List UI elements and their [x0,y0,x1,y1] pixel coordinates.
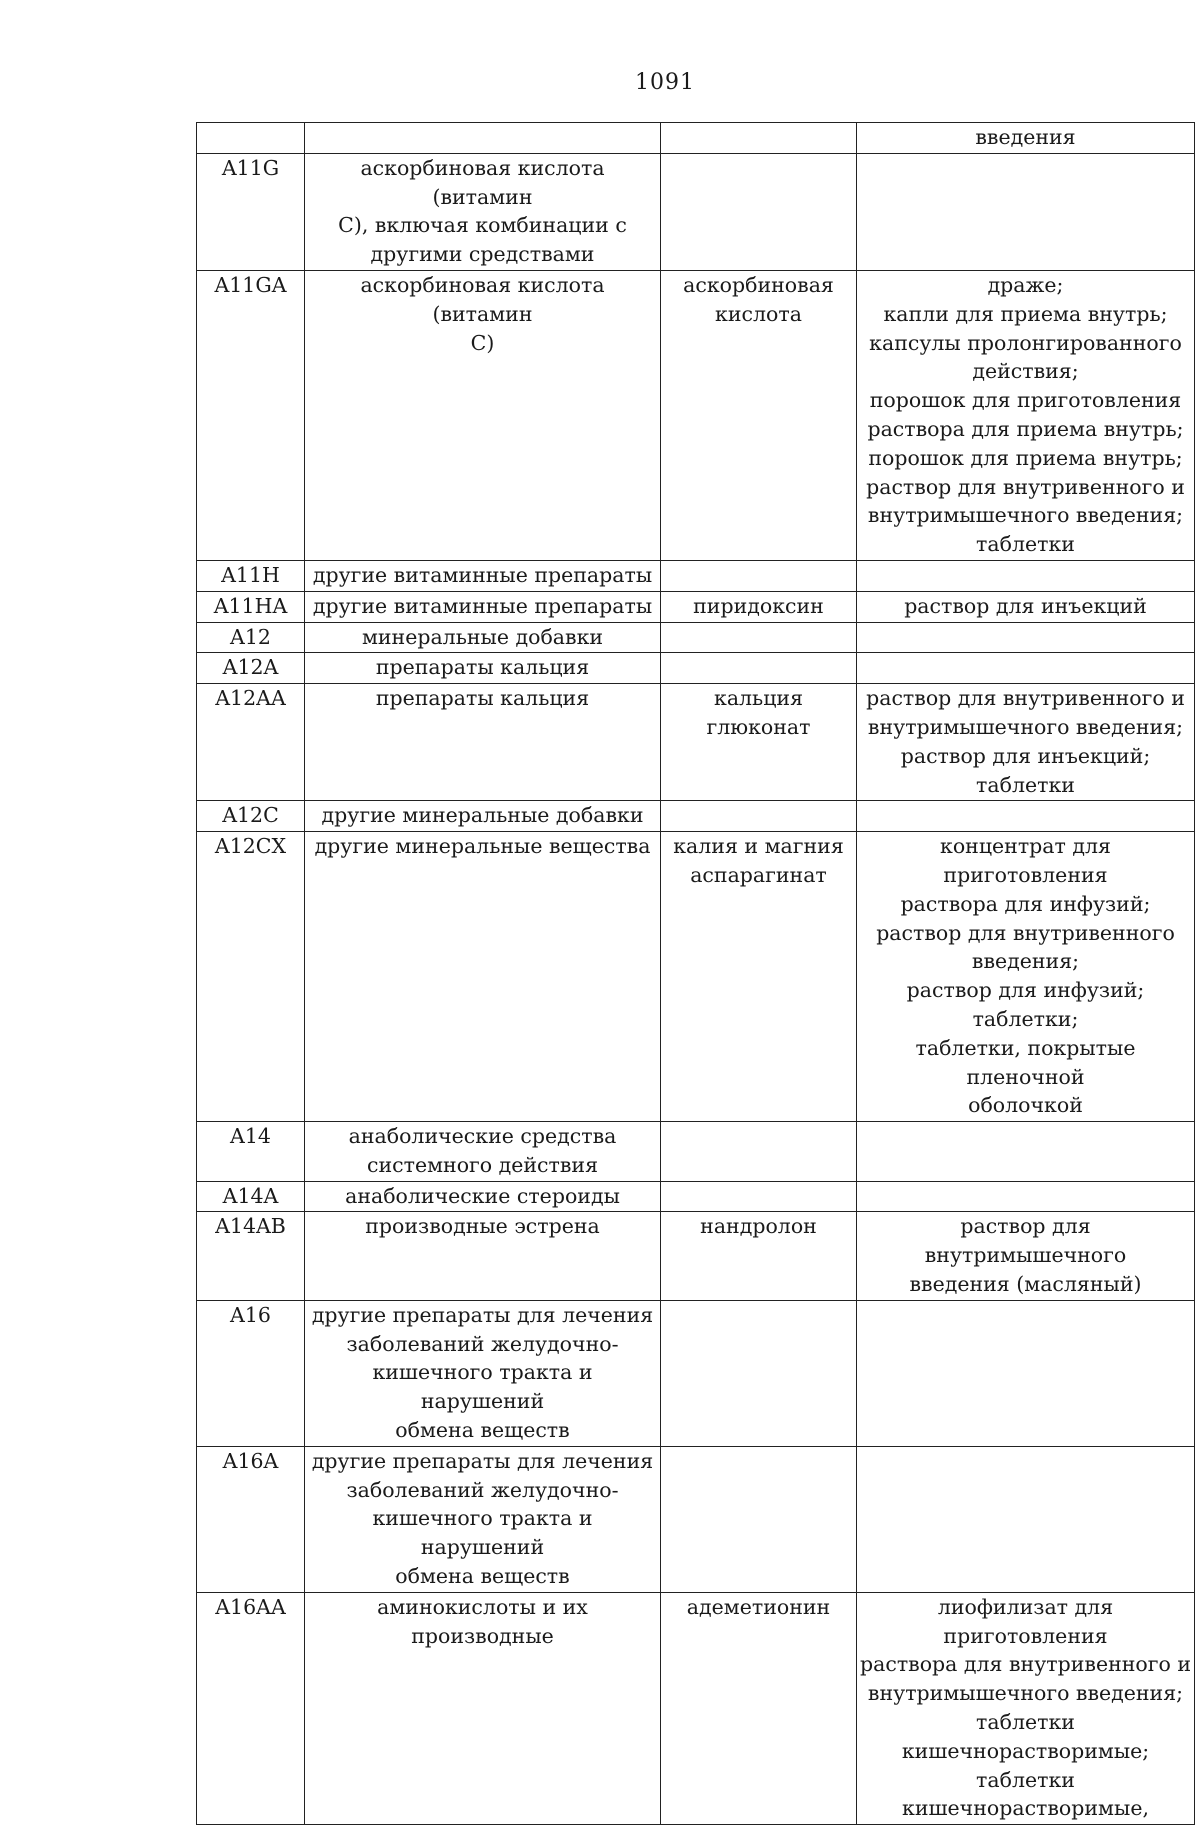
group-cell [305,1446,661,1592]
group-cell [305,1212,661,1300]
code-cell: A16AA [197,1592,305,1824]
code-cell: A12 [197,622,305,653]
cell-line: таблетки; [972,1006,1079,1031]
form-cell [857,270,1195,560]
cell-line: введения; [971,949,1080,974]
cell-line: введения (масляный) [909,1272,1142,1297]
table-row [197,1181,1195,1212]
form-cell [857,1181,1195,1212]
group-cell [305,153,661,270]
group-cell [305,832,661,1122]
table-row [197,801,1195,832]
cell-line: препараты кальция [375,655,590,680]
substance-cell [661,1212,857,1300]
cell-line: внутримышечного введения; [867,503,1184,528]
cell-line: таблетки [976,532,1075,557]
form-cell [857,684,1195,801]
cell-line: препараты кальция [375,686,590,711]
code-cell: A14A [197,1181,305,1212]
cell-line: раствор для инъекций; [900,743,1151,768]
cell-line: таблетки кишечнорастворимые, [902,1767,1149,1821]
substance-cell [661,1300,857,1446]
code-cell: A12C [197,801,305,832]
cell-line: системного действия [366,1152,599,1177]
cell-line: С), включая комбинации с [338,213,627,238]
substance-cell [661,1122,857,1182]
cell-line: минеральные добавки [361,624,604,649]
form-cell [857,1212,1195,1300]
cell-line: лиофилизат для приготовления [937,1594,1114,1648]
substance-cell [661,622,857,653]
drug-classification-table [196,122,1195,1825]
cell-line: капсулы пролонгированного [869,330,1182,355]
cell-line: раствора для инфузий; [900,891,1151,916]
code-cell [197,123,305,154]
cell-line: порошок для приема внутрь; [868,445,1183,470]
group-cell [305,1122,661,1182]
cell-line: раствор для внутривенного [876,920,1175,945]
substance-cell [661,653,857,684]
form-cell [857,560,1195,591]
cell-line: заболеваний желудочно- [346,1477,619,1502]
cell-line: обмена веществ [395,1418,570,1443]
substance-cell [661,832,857,1122]
cell-line: раствор для внутривенного и [866,474,1185,499]
group-cell [305,1300,661,1446]
cell-line: раствор для инфузий; [906,978,1145,1003]
cell-line: капли для приема внутрь; [883,301,1168,326]
group-cell [305,653,661,684]
group-cell [305,622,661,653]
substance-cell [661,1592,857,1824]
form-cell [857,622,1195,653]
code-cell: A11HA [197,591,305,622]
form-cell [857,801,1195,832]
table-row [197,153,1195,270]
substance-cell [661,123,857,154]
form-cell [857,653,1195,684]
table-row [197,1212,1195,1300]
group-cell [305,801,661,832]
cell-line: аспарагинат [690,862,827,887]
form-cell [857,1446,1195,1592]
cell-line: раствор для внутримышечного [924,1214,1127,1268]
form-cell: введения [857,123,1195,154]
cell-line: действия; [972,359,1079,384]
cell-line: другие минеральные добавки [321,803,644,828]
table-row [197,270,1195,560]
cell-line: другие препараты для лечения [311,1302,654,1327]
table-row [197,832,1195,1122]
cell-line: другие витаминные препараты [312,562,653,587]
cell-line: концентрат для приготовления [940,834,1111,887]
code-cell: A14 [197,1122,305,1182]
cell-line: кишечного тракта и нарушений [372,1360,593,1414]
code-cell: A11GA [197,270,305,560]
cell-line: аминокислоты и их производные [377,1594,588,1648]
cell-line: таблетки [976,772,1075,797]
table-row [197,560,1195,591]
form-cell [857,591,1195,622]
cell-line: таблетки кишечнорастворимые; [901,1710,1150,1763]
table-row [197,622,1195,653]
group-cell [305,123,661,154]
substance-cell [661,153,857,270]
form-cell [857,1122,1195,1182]
cell-line: пиридоксин [693,593,824,618]
substance-cell [661,801,857,832]
cell-line: раствора для приема внутрь; [867,416,1184,441]
cell-line: анаболические средства [348,1124,617,1149]
cell-line: оболочкой [968,1093,1083,1118]
cell-line: производные эстрена [365,1214,600,1239]
cell-line: заболеваний желудочно- [346,1331,619,1356]
group-cell [305,270,661,560]
cell-line: аскорбиновая кислота (витамин [360,155,605,209]
code-cell: A16A [197,1446,305,1592]
code-cell: A12AA [197,684,305,801]
cell-line: обмена веществ [395,1564,570,1589]
substance-cell [661,1446,857,1592]
form-cell [857,832,1195,1122]
cell-line: другими средствами [370,242,595,267]
substance-cell [661,270,857,560]
cell-line: кислота [715,301,802,326]
cell-line: внутримышечного введения; [867,1681,1184,1706]
code-cell: A11H [197,560,305,591]
cell-line: другие минеральные вещества [314,834,651,859]
table-row [197,1446,1195,1592]
form-cell [857,153,1195,270]
page-number: 1091 [635,70,695,95]
code-cell: A12CX [197,832,305,1122]
code-cell: A12A [197,653,305,684]
cell-line: С) [470,330,495,355]
table-row [197,653,1195,684]
cell-line: раствор для внутривенного и [866,686,1185,711]
cell-line: кишечного тракта и нарушений [372,1506,593,1560]
form-cell [857,1592,1195,1824]
substance-cell [661,560,857,591]
group-cell [305,591,661,622]
cell-line: анаболические стероиды [345,1183,620,1208]
cell-line: раствор для инъекций [904,593,1147,618]
continuation-row [197,123,1195,154]
table-row [197,684,1195,801]
cell-line: таблетки, покрытые пленочной [915,1035,1136,1089]
substance-cell [661,591,857,622]
table-row [197,1300,1195,1446]
cell-line: аскорбиновая кислота (витамин [360,272,605,326]
substance-cell [661,684,857,801]
cell-line: другие препараты для лечения [311,1448,654,1473]
table-row [197,591,1195,622]
cell-line: нандролон [700,1214,817,1239]
group-cell [305,560,661,591]
form-cell [857,1300,1195,1446]
cell-line: адеметионин [686,1594,831,1619]
code-cell: A11G [197,153,305,270]
cell-line: кальция глюконат [706,686,811,739]
table-row [197,1122,1195,1182]
group-cell [305,1181,661,1212]
cell-line: калия и магния [673,834,844,859]
table-row [197,1592,1195,1824]
cell-line: раствора для внутривенного и [860,1652,1192,1677]
cell-line: драже; [987,272,1064,297]
cell-line: аскорбиновая [683,272,834,297]
cell-line: порошок для приготовления [869,388,1182,413]
cell-line: другие витаминные препараты [312,593,653,618]
substance-cell [661,1181,857,1212]
group-cell [305,684,661,801]
group-cell [305,1592,661,1824]
code-cell: A16 [197,1300,305,1446]
cell-line: внутримышечного введения; [867,714,1184,739]
code-cell: A14AB [197,1212,305,1300]
